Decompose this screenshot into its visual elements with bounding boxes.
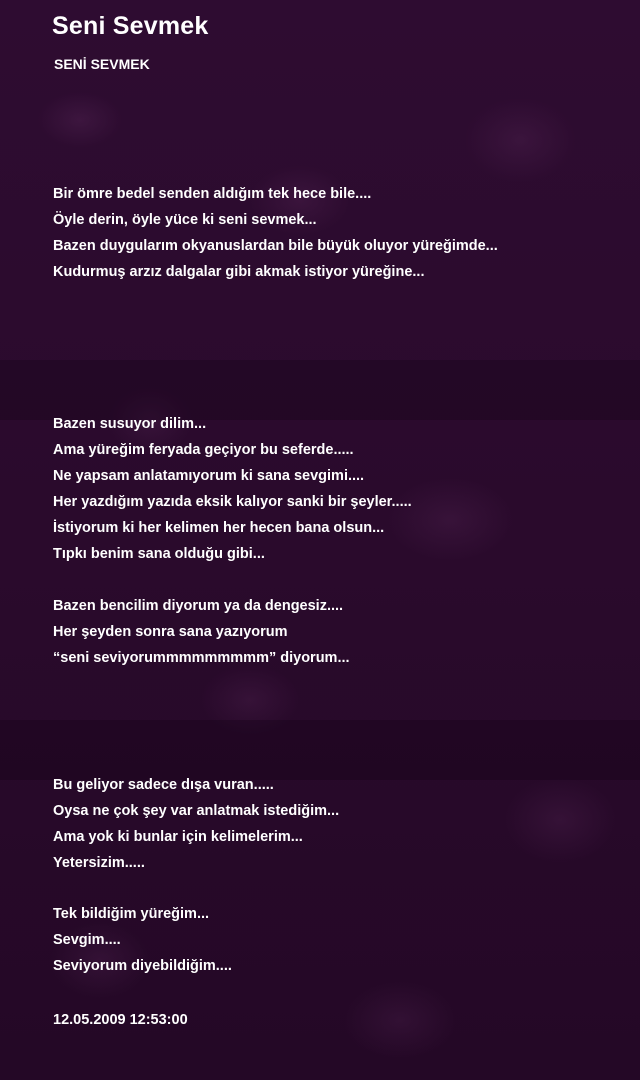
poem-line: Ne yapsam anlatamıyorum ki sana sevgimi....: [53, 468, 365, 484]
poem-line: Öyle derin, öyle yüce ki seni sevmek...: [53, 212, 317, 228]
poem-line: Bazen susuyor dilim...: [53, 416, 207, 432]
poem-line: “seni seviyorummmmmmmmm” diyorum...: [53, 650, 350, 666]
poem-line: Bazen duygularım okyanuslardan bile büyük oluyor yüreğimde...: [53, 238, 498, 254]
poem-line: Bu geliyor sadece dışa vuran.....: [53, 777, 274, 793]
poem-stanza: [53, 181, 623, 285]
poem-stanza: [53, 772, 623, 876]
poem-stanza: [53, 411, 623, 567]
background-band: [0, 720, 640, 780]
poem-line: Seviyorum diyebildiğim....: [53, 958, 232, 974]
poem-line: Ama yüreğim feryada geçiyor bu seferde.....: [53, 442, 354, 458]
poem-line: Bazen bencilim diyorum ya da dengesiz....: [53, 598, 344, 614]
poem-line: Tek bildiğim yüreğim...: [53, 906, 210, 922]
poem-line: Kudurmuş arzız dalgalar gibi akmak istiyor yüreğine...: [53, 264, 425, 280]
poem-date: 12.05.2009 12:53:00: [53, 1012, 188, 1028]
poem-line: Bir ömre bedel senden aldığım tek hece bile....: [53, 186, 372, 202]
poem-stanza: [53, 593, 623, 671]
poem-line: Yetersizim.....: [53, 855, 145, 871]
poem-stanza: [53, 901, 623, 979]
poem-line: Ama yok ki bunlar için kelimelerim...: [53, 829, 303, 845]
poem-line: İstiyorum ki her kelimen her hecen bana olsun...: [53, 520, 385, 536]
poem-line: Sevgim....: [53, 932, 121, 948]
poem-line: Her yazdığım yazıda eksik kalıyor sanki bir şeyler.....: [53, 494, 412, 510]
poem-line: Tıpkı benim sana olduğu gibi...: [53, 546, 265, 562]
poem-subtitle: SENİ SEVMEK: [54, 56, 150, 72]
poem-line: Oysa ne çok şey var anlatmak istediğim...: [53, 803, 340, 819]
poem-title: Seni Sevmek: [52, 12, 209, 40]
poem-line: Her şeyden sonra sana yazıyorum: [53, 624, 288, 640]
